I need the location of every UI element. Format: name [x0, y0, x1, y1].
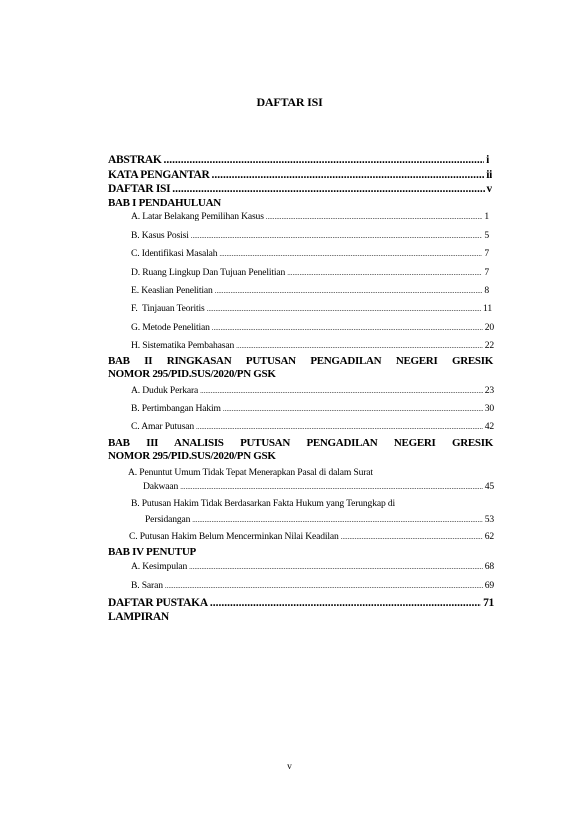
toc-entry-daftar-isi: [108, 183, 492, 196]
toc-entry-label: C. Amar Putusan: [131, 421, 195, 432]
toc-entry-label: Dakwaan: [143, 481, 179, 492]
toc-entry-label: Persidangan: [145, 514, 191, 525]
toc-entry-page: 1: [484, 211, 489, 222]
toc-entry-page: 69: [484, 580, 494, 591]
toc-entry-label: ABSTRAK: [108, 154, 162, 166]
toc-entry-label: DAFTAR PUSTAKA: [108, 597, 208, 609]
toc-entry-page: 23: [484, 385, 494, 396]
toc-entry-page: 62: [484, 531, 494, 542]
toc-entry-page: 20: [484, 322, 494, 333]
toc-entry: [131, 302, 492, 316]
toc-entry-label: D. Ruang Lingkup Dan Tujuan Penelitian: [131, 267, 286, 278]
toc-leader-dots: [212, 322, 483, 335]
toc-leader-dots: [192, 514, 482, 527]
toc-entry: [131, 339, 494, 353]
toc-leader-dots: [223, 403, 483, 416]
toc-entry: [131, 384, 494, 398]
toc-entry-page: v: [486, 183, 492, 195]
toc-leader-dots: [207, 303, 481, 316]
toc-entry: [131, 560, 494, 574]
toc-entry-kata-pengantar: [108, 169, 492, 182]
toc-entry-abstrak: [108, 154, 489, 167]
toc-entry-label-line1: A. Penuntut Umum Tidak Tepat Menerapkan Pasal di dalam Surat: [128, 467, 373, 478]
toc-leader-dots: [172, 183, 484, 196]
toc-leader-dots: [210, 597, 481, 610]
toc-entry-label: C. Identifikasi Masalah: [131, 248, 218, 259]
toc-entry: [131, 284, 489, 298]
toc-entry-page: 11: [483, 303, 492, 314]
toc-entry-label: A. Duduk Perkara: [131, 385, 199, 396]
toc-entry: [131, 321, 494, 335]
toc-entry: [131, 579, 494, 593]
toc-entry: [129, 530, 494, 544]
toc-leader-dots: [236, 340, 483, 353]
toc-entry-label: B. Pertimbangan Hakim: [131, 403, 221, 414]
toc-entry: [131, 402, 494, 416]
toc-entry: [143, 480, 494, 494]
toc-leader-dots: [180, 481, 483, 494]
toc-entry-label: B. Saran: [131, 580, 163, 591]
toc-entry-label: H. Sistematika Pembahasan: [131, 340, 235, 351]
toc-entry-label: DAFTAR ISI: [108, 183, 171, 195]
toc-chapter-heading: BAB IV PENUTUP: [108, 546, 196, 558]
toc-entry-label: B. Kasus Posisi: [131, 230, 189, 241]
toc-entry-page: 22: [484, 340, 494, 351]
toc-chapter-heading: BAB III ANALISIS PUTUSAN PENGADILAN NEGERI GRESIK: [108, 437, 493, 449]
toc-entry-page: 5: [484, 230, 489, 241]
toc-entry-page: 68: [484, 561, 494, 572]
toc-entry: [145, 513, 494, 527]
toc-leader-dots: [191, 230, 483, 243]
toc-leader-dots: [165, 580, 483, 593]
toc-leader-dots: [287, 267, 482, 280]
toc-chapter-heading-continued: NOMOR 295/PID.SUS/2020/PN GSK: [108, 450, 276, 462]
toc-entry-page: i: [486, 154, 489, 166]
page-title: DAFTAR ISI: [256, 95, 323, 109]
toc-leader-dots: [196, 421, 483, 434]
toc-entry-page: ii: [486, 169, 492, 181]
toc-leader-dots: [189, 561, 483, 574]
toc-entry-page: 7: [484, 248, 489, 259]
toc-leader-dots: [341, 531, 483, 544]
toc-entry: [131, 210, 489, 224]
toc-entry: [131, 247, 489, 261]
toc-entry-label: KATA PENGANTAR: [108, 169, 210, 181]
toc-entry-label: A. Latar Belakang Pemilihan Kasus: [131, 211, 264, 222]
toc-chapter-heading: BAB II RINGKASAN PUTUSAN PENGADILAN NEGERI GRESIK: [108, 355, 493, 367]
toc-leader-dots: [266, 211, 483, 224]
toc-entry: [131, 229, 489, 243]
toc-entry-page: 71: [483, 597, 494, 609]
toc-entry-page: 42: [484, 421, 494, 432]
toc-entry-label: C. Putusan Hakim Belum Mencerminkan Nilai Keadilan: [129, 531, 339, 542]
toc-entry-label: F. Tinjauan Teoritis: [131, 303, 205, 314]
toc-entry-page: 8: [484, 285, 489, 296]
toc-entry-page: 30: [484, 403, 494, 414]
toc-entry-label: G. Metode Penelitian: [131, 322, 210, 333]
toc-chapter-heading: BAB I PENDAHULUAN: [108, 197, 221, 209]
toc-leader-dots: [215, 285, 483, 298]
toc-entry-lampiran: LAMPIRAN: [108, 611, 169, 623]
toc-leader-dots: [212, 169, 485, 182]
toc-entry-label: A. Kesimpulan: [131, 561, 188, 572]
toc-entry-page: 53: [484, 514, 494, 525]
page-number: v: [287, 762, 292, 772]
toc-leader-dots: [200, 385, 483, 398]
toc-entry: [131, 266, 489, 280]
toc-entry-daftar-pustaka: [108, 597, 494, 610]
toc-entry-page: 7: [484, 267, 489, 278]
toc-entry-label-line1: B. Putusan Hakim Tidak Berdasarkan Fakta Hukum yang Terungkap di: [131, 498, 396, 509]
toc-entry: [131, 420, 494, 434]
toc-entry-label: E. Keaslian Penelitian: [131, 285, 213, 296]
toc-leader-dots: [164, 154, 485, 167]
toc-leader-dots: [219, 248, 482, 261]
toc-entry-page: 45: [484, 481, 494, 492]
toc-chapter-heading-continued: NOMOR 295/PID.SUS/2020/PN GSK: [108, 368, 276, 380]
